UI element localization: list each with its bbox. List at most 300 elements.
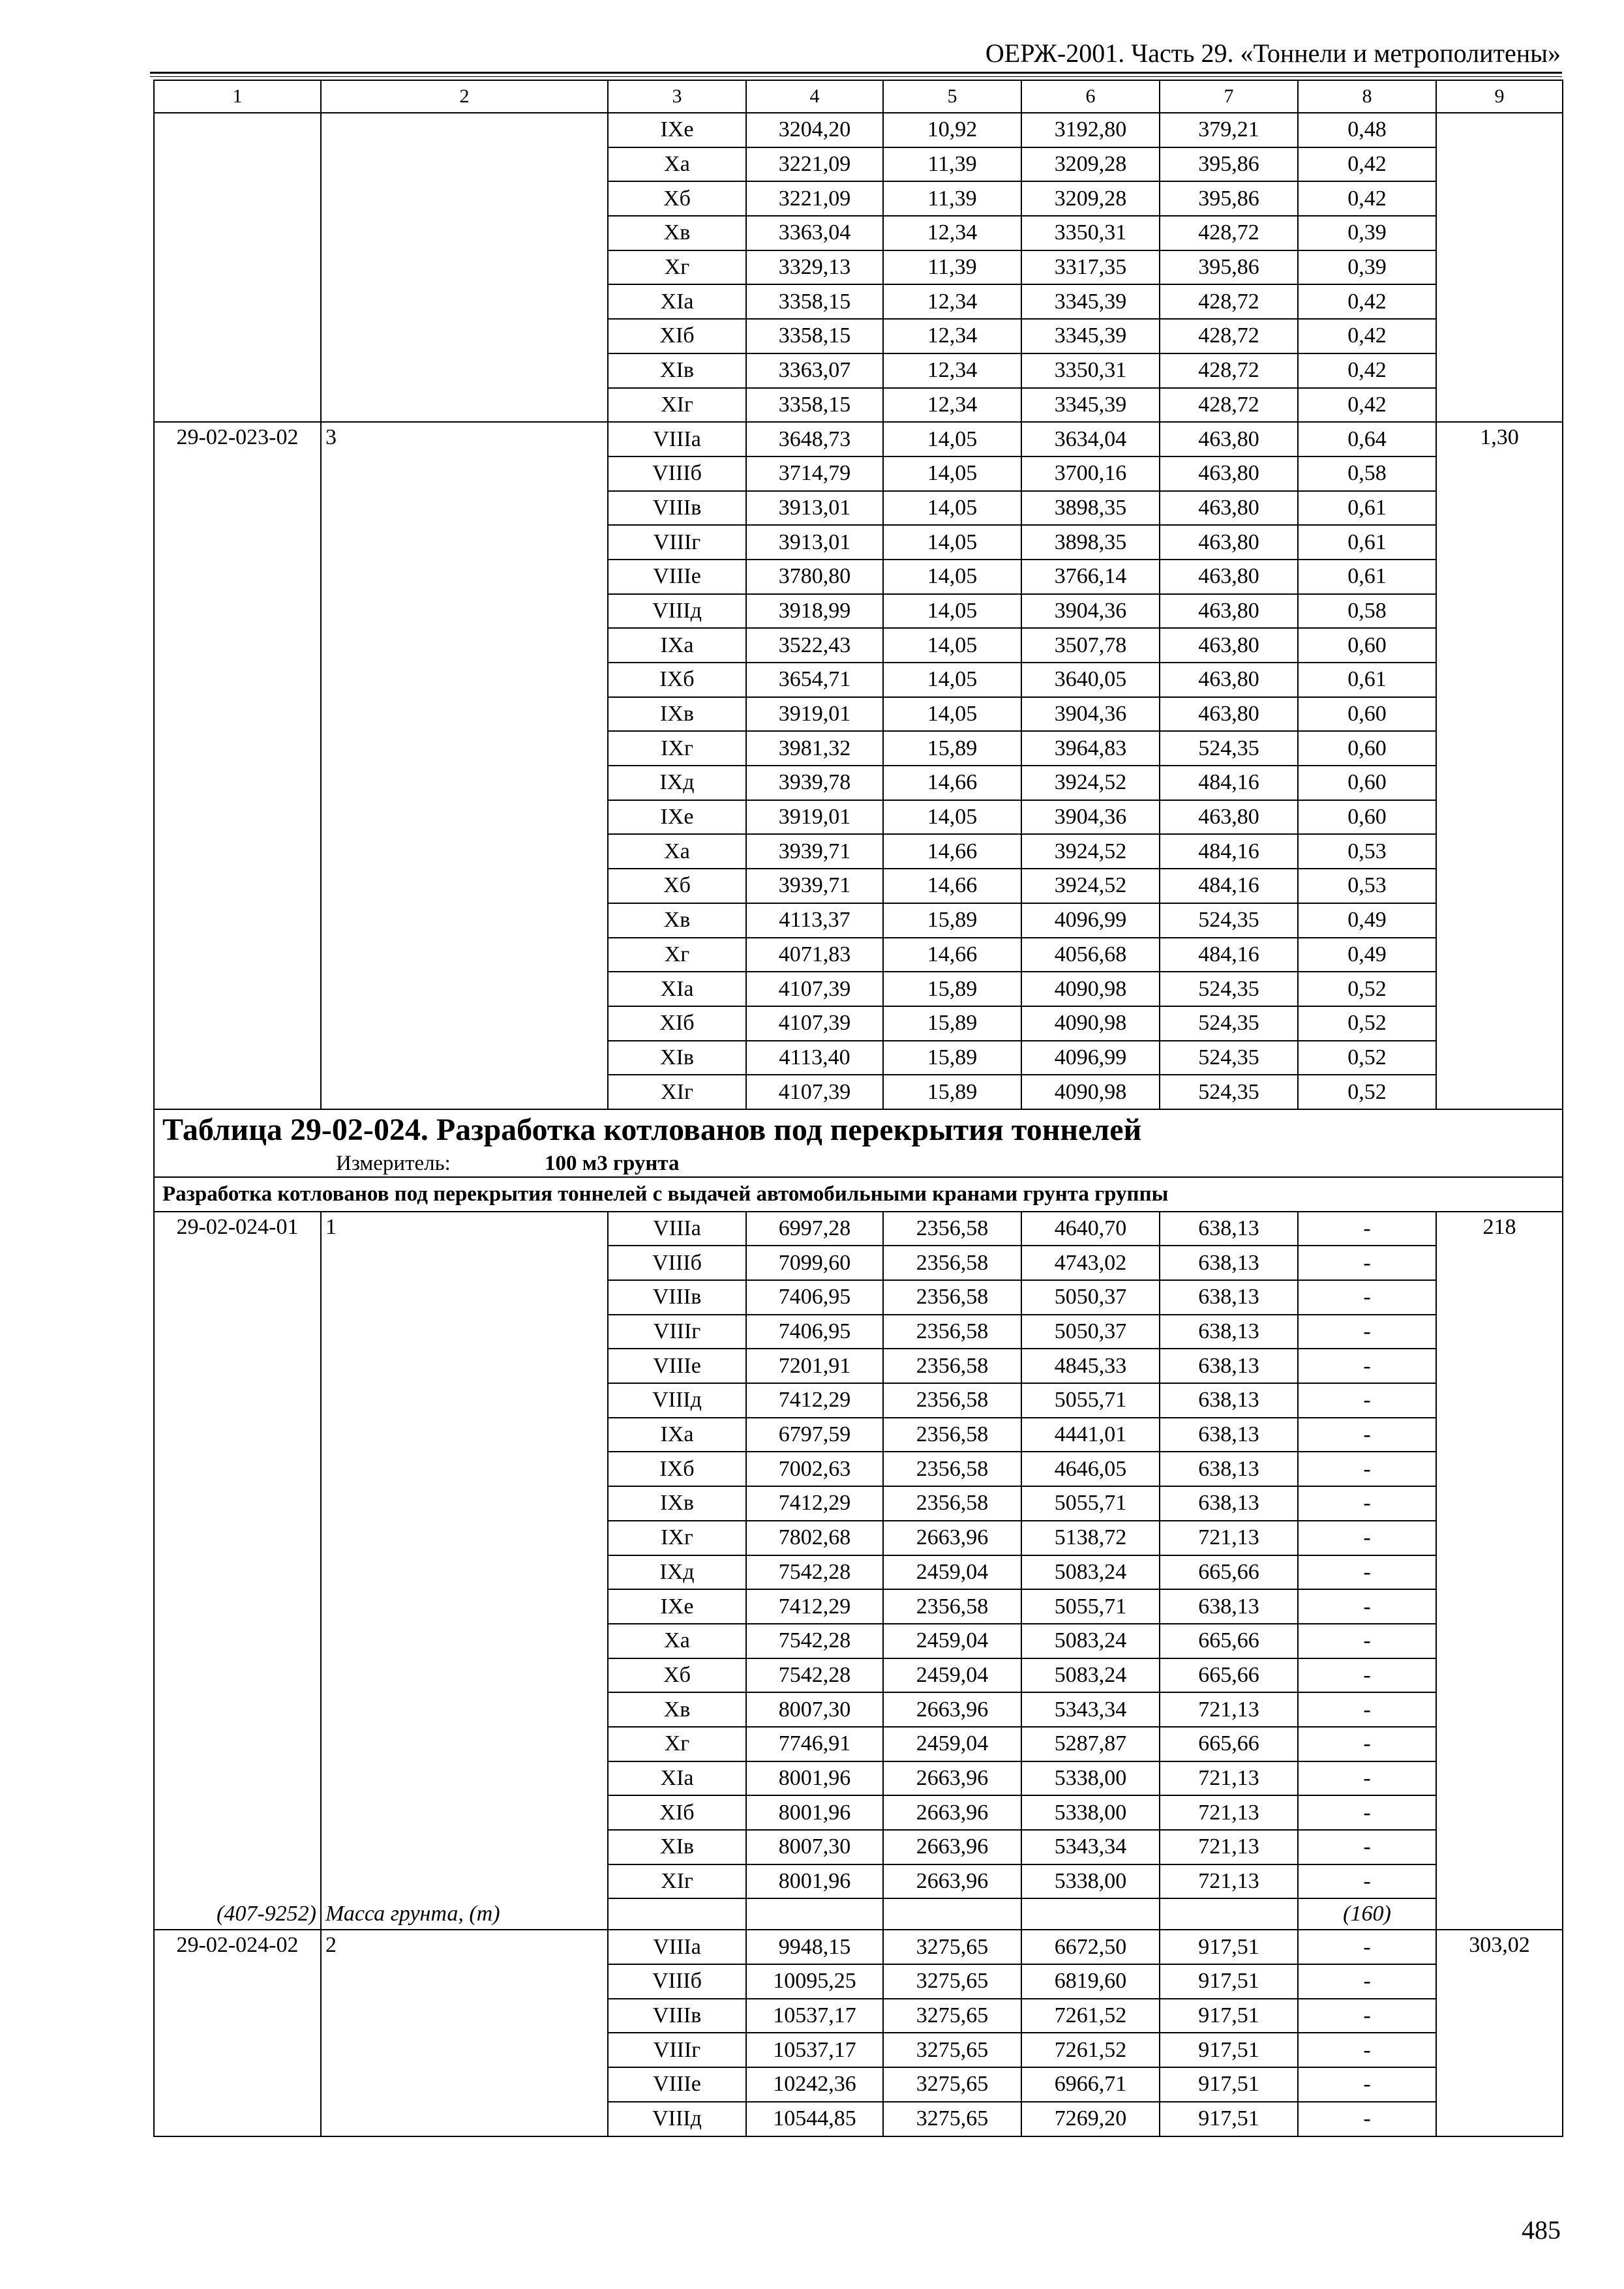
item-description-cell	[321, 250, 608, 285]
materials-cell: 0,53	[1298, 834, 1436, 869]
machinist-wages-cell: 638,13	[1160, 1418, 1298, 1452]
machine-cost-cell: 4096,99	[1021, 1041, 1160, 1075]
machine-cost-cell: 3345,39	[1021, 388, 1160, 423]
soil-group-cell: XIв	[608, 1041, 746, 1075]
soil-group-cell: Xг	[608, 938, 746, 972]
labor-cell	[1436, 1315, 1563, 1349]
machinist-wages-cell: 721,13	[1160, 1761, 1298, 1796]
item-code-cell	[154, 1041, 321, 1075]
item-description-cell	[321, 1383, 608, 1418]
machine-cost-cell: 5343,34	[1021, 1692, 1160, 1727]
machinist-wages-cell: 721,13	[1160, 1830, 1298, 1864]
labor-cell	[1436, 1864, 1563, 1899]
materials-cell: 0,39	[1298, 216, 1436, 250]
machine-cost-cell: 3700,16	[1021, 456, 1160, 491]
item-code-cell	[154, 663, 321, 697]
table-row	[154, 1930, 1563, 1964]
labor-cell	[1436, 1246, 1563, 1280]
soil-group-cell: XIа	[608, 1761, 746, 1796]
machinist-wages-cell: 524,35	[1160, 1006, 1298, 1041]
materials-cell: 0,42	[1298, 353, 1436, 388]
table-row	[154, 1692, 1563, 1727]
labor-cell	[1436, 1727, 1563, 1761]
item-description-cell	[321, 147, 608, 182]
mass-label-cell: Масса грунта, (т)	[321, 1898, 608, 1930]
total-cost-cell: 7406,95	[746, 1315, 883, 1349]
total-cost-cell: 10095,25	[746, 1964, 883, 1999]
machine-cost-cell: 7261,52	[1021, 1999, 1160, 2033]
wages-cell: 2356,58	[883, 1452, 1021, 1486]
labor-cell	[1436, 1761, 1563, 1796]
wages-cell: 2356,58	[883, 1246, 1021, 1280]
wages-cell: 14,05	[883, 560, 1021, 594]
machinist-wages-cell: 721,13	[1160, 1521, 1298, 1555]
soil-group-cell: VIIIа	[608, 422, 746, 456]
item-description-cell	[321, 319, 608, 353]
soil-group-cell: IXе	[608, 800, 746, 835]
total-cost-cell: 10537,17	[746, 1999, 883, 2033]
soil-group-cell: IXа	[608, 628, 746, 663]
total-cost-cell: 4071,83	[746, 938, 883, 972]
materials-cell: 0,52	[1298, 1006, 1436, 1041]
materials-cell: 0,60	[1298, 766, 1436, 800]
materials-cell: -	[1298, 1383, 1436, 1418]
total-cost-cell: 3204,20	[746, 113, 883, 147]
item-code-cell	[154, 1830, 321, 1864]
machinist-wages-cell: 665,66	[1160, 1555, 1298, 1590]
machine-cost-cell: 3904,36	[1021, 594, 1160, 629]
materials-cell: 0,53	[1298, 869, 1436, 903]
item-description-cell: 2	[321, 1930, 608, 1964]
materials-cell: -	[1298, 1589, 1436, 1624]
wages-cell: 2459,04	[883, 1624, 1021, 1658]
item-code-cell	[154, 491, 321, 526]
labor-cell	[1436, 1452, 1563, 1486]
item-code-cell	[154, 1452, 321, 1486]
soil-group-cell: Xг	[608, 1727, 746, 1761]
machinist-wages-cell: 428,72	[1160, 388, 1298, 423]
total-cost-cell: 3648,73	[746, 422, 883, 456]
machinist-wages-cell: 524,35	[1160, 903, 1298, 938]
item-code-cell	[154, 1624, 321, 1658]
total-cost-cell: 10537,17	[746, 2033, 883, 2067]
table-row	[154, 250, 1563, 285]
labor-cell	[1436, 1964, 1563, 1999]
materials-cell: 0,39	[1298, 250, 1436, 285]
table-row	[154, 319, 1563, 353]
materials-cell: -	[1298, 1555, 1436, 1590]
labor-cell	[1436, 1555, 1563, 1590]
column-number: 6	[1021, 80, 1160, 113]
item-code-cell	[154, 628, 321, 663]
total-cost-cell: 3939,71	[746, 869, 883, 903]
total-cost-cell: 6997,28	[746, 1212, 883, 1246]
materials-cell: 0,49	[1298, 938, 1436, 972]
total-cost-cell: 8007,30	[746, 1830, 883, 1864]
item-description-cell	[321, 1280, 608, 1315]
soil-group-cell: IXг	[608, 1521, 746, 1555]
labor-cell	[1436, 1486, 1563, 1521]
total-cost-cell: 8001,96	[746, 1761, 883, 1796]
machine-cost-cell: 3964,83	[1021, 731, 1160, 766]
machine-cost-cell: 5287,87	[1021, 1727, 1160, 1761]
machine-cost-cell: 5083,24	[1021, 1658, 1160, 1693]
item-code-cell: 29-02-024-02	[154, 1930, 321, 1964]
soil-group-cell: Xв	[608, 1692, 746, 1727]
item-description-cell	[321, 1624, 608, 1658]
wages-cell: 2459,04	[883, 1658, 1021, 1693]
column-number: 3	[608, 80, 746, 113]
total-cost-cell: 4107,39	[746, 972, 883, 1006]
labor-cell	[1436, 1383, 1563, 1418]
item-code-cell: 29-02-024-01	[154, 1212, 321, 1246]
materials-cell: 0,60	[1298, 697, 1436, 732]
table-row	[154, 147, 1563, 182]
item-description-cell	[321, 525, 608, 560]
materials-cell: -	[1298, 1727, 1436, 1761]
soil-group-cell: IXв	[608, 1486, 746, 1521]
soil-group-cell: VIIIе	[608, 560, 746, 594]
wages-cell: 2356,58	[883, 1589, 1021, 1624]
machinist-wages-cell: 463,80	[1160, 422, 1298, 456]
soil-group-cell: VIIIг	[608, 2033, 746, 2067]
column-number: 8	[1298, 80, 1436, 113]
wages-cell: 12,34	[883, 319, 1021, 353]
table-row	[154, 353, 1563, 388]
machinist-wages-cell: 463,80	[1160, 697, 1298, 732]
soil-group-cell: IXе	[608, 1589, 746, 1624]
table-row	[154, 181, 1563, 216]
item-description-cell	[321, 766, 608, 800]
machinist-wages-cell: 638,13	[1160, 1349, 1298, 1383]
machinist-wages-cell: 917,51	[1160, 1964, 1298, 1999]
total-cost-cell: 3981,32	[746, 731, 883, 766]
table-row	[154, 388, 1563, 423]
item-description-cell	[321, 388, 608, 423]
item-description-cell	[321, 1658, 608, 1693]
total-cost-cell: 7099,60	[746, 1246, 883, 1280]
materials-cell: 0,61	[1298, 491, 1436, 526]
soil-group-cell: XIв	[608, 1830, 746, 1864]
item-description-cell	[321, 1486, 608, 1521]
total-cost-cell: 3939,71	[746, 834, 883, 869]
table-row	[154, 560, 1563, 594]
soil-group-cell: VIIIе	[608, 2067, 746, 2102]
labor-cell	[1436, 800, 1563, 835]
item-code-cell	[154, 2067, 321, 2102]
estimate-table	[153, 80, 1563, 2137]
table-title-row	[154, 1109, 1563, 1177]
soil-group-cell: VIIIг	[608, 525, 746, 560]
table-row	[154, 1521, 1563, 1555]
machinist-wages-cell: 638,13	[1160, 1452, 1298, 1486]
materials-cell: 0,61	[1298, 663, 1436, 697]
materials-cell: 0,64	[1298, 422, 1436, 456]
materials-cell: -	[1298, 1418, 1436, 1452]
machinist-wages-cell: 638,13	[1160, 1315, 1298, 1349]
column-number: 7	[1160, 80, 1298, 113]
machinist-wages-cell: 463,80	[1160, 491, 1298, 526]
labor-cell	[1436, 113, 1563, 147]
machinist-wages-cell: 463,80	[1160, 628, 1298, 663]
materials-cell: -	[1298, 1521, 1436, 1555]
item-code-cell	[154, 766, 321, 800]
total-cost-cell: 7746,91	[746, 1727, 883, 1761]
labor-cell	[1436, 319, 1563, 353]
machinist-wages-cell: 428,72	[1160, 353, 1298, 388]
table-title: Таблица 29-02-024. Разработка котлованов под перекрытия тоннелей	[162, 1112, 1142, 1147]
machine-cost-cell: 3904,36	[1021, 697, 1160, 732]
item-description-cell	[321, 594, 608, 629]
labor-cell	[1436, 972, 1563, 1006]
item-description-cell	[321, 1727, 608, 1761]
table-row	[154, 1212, 1563, 1246]
labor-cell	[1436, 181, 1563, 216]
mass-code-cell: (407-9252)	[154, 1898, 321, 1930]
wages-cell: 3275,65	[883, 1930, 1021, 1964]
machine-cost-cell: 3924,52	[1021, 766, 1160, 800]
measure-label: Измеритель:	[336, 1151, 451, 1175]
machine-cost-cell: 4056,68	[1021, 938, 1160, 972]
item-description-cell: 3	[321, 422, 608, 456]
machine-cost-cell: 3898,35	[1021, 525, 1160, 560]
labor-cell	[1436, 663, 1563, 697]
labor-cell	[1436, 1999, 1563, 2033]
labor-cell	[1436, 284, 1563, 319]
item-code-cell	[154, 1075, 321, 1109]
labor-cell	[1436, 456, 1563, 491]
materials-cell: -	[1298, 1864, 1436, 1899]
labor-cell	[1436, 1041, 1563, 1075]
item-code-cell	[154, 903, 321, 938]
labor-cell: 303,02	[1436, 1930, 1563, 1964]
total-cost-cell: 3363,04	[746, 216, 883, 250]
table-row	[154, 1452, 1563, 1486]
labor-cell	[1436, 491, 1563, 526]
soil-group-cell: Xв	[608, 903, 746, 938]
item-code-cell	[154, 834, 321, 869]
machine-cost-cell: 6672,50	[1021, 1930, 1160, 1964]
machine-cost-cell: 3507,78	[1021, 628, 1160, 663]
machine-cost-cell: 7261,52	[1021, 2033, 1160, 2067]
soil-group-cell: VIIIа	[608, 1930, 746, 1964]
labor-cell	[1436, 1521, 1563, 1555]
machinist-wages-cell: 463,80	[1160, 594, 1298, 629]
item-code-cell	[154, 869, 321, 903]
wages-cell: 2356,58	[883, 1315, 1021, 1349]
item-description-cell	[321, 1315, 608, 1349]
machinist-wages-cell: 463,80	[1160, 525, 1298, 560]
machinist-wages-cell: 638,13	[1160, 1383, 1298, 1418]
labor-cell	[1436, 766, 1563, 800]
soil-group-cell: XIг	[608, 1864, 746, 1899]
item-description-cell	[321, 938, 608, 972]
materials-cell: -	[1298, 1795, 1436, 1830]
table-row	[154, 1999, 1563, 2033]
soil-group-cell: IXд	[608, 766, 746, 800]
table-row	[154, 2067, 1563, 2102]
item-code-cell	[154, 1658, 321, 1693]
soil-group-cell: VIIIг	[608, 1315, 746, 1349]
wages-cell: 2356,58	[883, 1349, 1021, 1383]
wages-cell: 15,89	[883, 903, 1021, 938]
item-code-cell	[154, 1246, 321, 1280]
wages-cell: 14,66	[883, 834, 1021, 869]
page-number: 485	[1522, 2215, 1561, 2245]
item-code-cell	[154, 1692, 321, 1727]
soil-group-cell: XIв	[608, 353, 746, 388]
machine-cost-cell: 3345,39	[1021, 284, 1160, 319]
wages-cell: 14,05	[883, 628, 1021, 663]
soil-group-cell: XIг	[608, 1075, 746, 1109]
machinist-wages-cell: 428,72	[1160, 319, 1298, 353]
total-cost-cell: 4113,40	[746, 1041, 883, 1075]
empty-cell	[883, 1898, 1021, 1930]
materials-cell: -	[1298, 1212, 1436, 1246]
item-code-cell	[154, 1727, 321, 1761]
item-description-cell: 1	[321, 1212, 608, 1246]
page-header-title: ОЕРЖ-2001. Часть 29. «Тоннели и метрополитены»	[985, 38, 1561, 68]
wages-cell: 14,05	[883, 594, 1021, 629]
machine-cost-cell: 3904,36	[1021, 800, 1160, 835]
total-cost-cell: 7412,29	[746, 1589, 883, 1624]
column-number: 9	[1436, 80, 1563, 113]
machine-cost-cell: 6819,60	[1021, 1964, 1160, 1999]
total-cost-cell: 8007,30	[746, 1692, 883, 1727]
table-row	[154, 731, 1563, 766]
header-rule	[150, 72, 1562, 74]
labor-cell	[1436, 731, 1563, 766]
machinist-wages-cell: 524,35	[1160, 1075, 1298, 1109]
item-description-cell	[321, 491, 608, 526]
machinist-wages-cell: 665,66	[1160, 1658, 1298, 1693]
labor-cell	[1436, 1795, 1563, 1830]
wages-cell: 3275,65	[883, 2067, 1021, 2102]
wages-cell: 14,05	[883, 422, 1021, 456]
item-description-cell	[321, 1589, 608, 1624]
machinist-wages-cell: 524,35	[1160, 1041, 1298, 1075]
item-description-cell	[321, 1555, 608, 1590]
labor-cell	[1436, 628, 1563, 663]
table-row	[154, 938, 1563, 972]
wages-cell: 14,66	[883, 766, 1021, 800]
materials-cell: -	[1298, 1280, 1436, 1315]
soil-group-cell: IXб	[608, 1452, 746, 1486]
wages-cell: 2459,04	[883, 1555, 1021, 1590]
item-code-cell	[154, 2102, 321, 2136]
machine-cost-cell: 5343,34	[1021, 1830, 1160, 1864]
machine-cost-cell: 3345,39	[1021, 319, 1160, 353]
materials-cell: -	[1298, 1964, 1436, 1999]
total-cost-cell: 10544,85	[746, 2102, 883, 2136]
machine-cost-cell: 5338,00	[1021, 1864, 1160, 1899]
machine-cost-cell: 3634,04	[1021, 422, 1160, 456]
item-code-cell	[154, 800, 321, 835]
wages-cell: 2356,58	[883, 1383, 1021, 1418]
materials-cell: 0,61	[1298, 560, 1436, 594]
machinist-wages-cell: 665,66	[1160, 1624, 1298, 1658]
item-description-cell	[321, 1349, 608, 1383]
item-description-cell	[321, 869, 608, 903]
wages-cell: 2356,58	[883, 1212, 1021, 1246]
machine-cost-cell: 4090,98	[1021, 972, 1160, 1006]
total-cost-cell: 8001,96	[746, 1864, 883, 1899]
labor-cell	[1436, 1075, 1563, 1109]
table-row	[154, 834, 1563, 869]
soil-group-cell: Xб	[608, 869, 746, 903]
materials-cell: -	[1298, 1349, 1436, 1383]
total-cost-cell: 3358,15	[746, 388, 883, 423]
table-row	[154, 1315, 1563, 1349]
item-description-cell	[321, 628, 608, 663]
table-row	[154, 456, 1563, 491]
soil-group-cell: Xа	[608, 1624, 746, 1658]
total-cost-cell: 8001,96	[746, 1795, 883, 1830]
machinist-wages-cell: 484,16	[1160, 938, 1298, 972]
table-row	[154, 1795, 1563, 1830]
soil-group-cell: IXб	[608, 663, 746, 697]
table-row	[154, 1658, 1563, 1693]
empty-cell	[608, 1898, 746, 1930]
soil-group-cell: VIIIа	[608, 1212, 746, 1246]
machine-cost-cell: 5055,71	[1021, 1589, 1160, 1624]
column-number: 4	[746, 80, 883, 113]
labor-cell	[1436, 1658, 1563, 1693]
item-description-cell	[321, 972, 608, 1006]
machine-cost-cell: 4090,98	[1021, 1075, 1160, 1109]
machinist-wages-cell: 428,72	[1160, 284, 1298, 319]
item-code-cell	[154, 1964, 321, 1999]
table-row	[154, 2102, 1563, 2136]
total-cost-cell: 7412,29	[746, 1486, 883, 1521]
item-code-cell	[154, 938, 321, 972]
total-cost-cell: 6797,59	[746, 1418, 883, 1452]
item-description-cell	[321, 216, 608, 250]
labor-cell	[1436, 250, 1563, 285]
machine-cost-cell: 5338,00	[1021, 1795, 1160, 1830]
machinist-wages-cell: 524,35	[1160, 972, 1298, 1006]
item-description-cell	[321, 903, 608, 938]
table-row	[154, 491, 1563, 526]
wages-cell: 15,89	[883, 972, 1021, 1006]
materials-cell: -	[1298, 1999, 1436, 2033]
labor-cell	[1436, 594, 1563, 629]
total-cost-cell: 7412,29	[746, 1383, 883, 1418]
item-code-cell	[154, 1795, 321, 1830]
wages-cell: 3275,65	[883, 2102, 1021, 2136]
wages-cell: 2663,96	[883, 1830, 1021, 1864]
wages-cell: 14,05	[883, 525, 1021, 560]
materials-cell: 0,60	[1298, 628, 1436, 663]
machine-cost-cell: 3350,31	[1021, 216, 1160, 250]
total-cost-cell: 3919,01	[746, 697, 883, 732]
item-code-cell	[154, 1418, 321, 1452]
materials-cell: 0,48	[1298, 113, 1436, 147]
materials-cell: -	[1298, 1692, 1436, 1727]
item-code-cell	[154, 147, 321, 182]
wages-cell: 3275,65	[883, 2033, 1021, 2067]
wages-cell: 2663,96	[883, 1521, 1021, 1555]
wages-cell: 2459,04	[883, 1727, 1021, 1761]
item-description-cell	[321, 1964, 608, 1999]
item-code-cell: 29-02-023-02	[154, 422, 321, 456]
machinist-wages-cell: 721,13	[1160, 1864, 1298, 1899]
machine-cost-cell: 5138,72	[1021, 1521, 1160, 1555]
labor-cell	[1436, 1349, 1563, 1383]
total-cost-cell: 7542,28	[746, 1658, 883, 1693]
item-description-cell	[321, 353, 608, 388]
table-row	[154, 1761, 1563, 1796]
